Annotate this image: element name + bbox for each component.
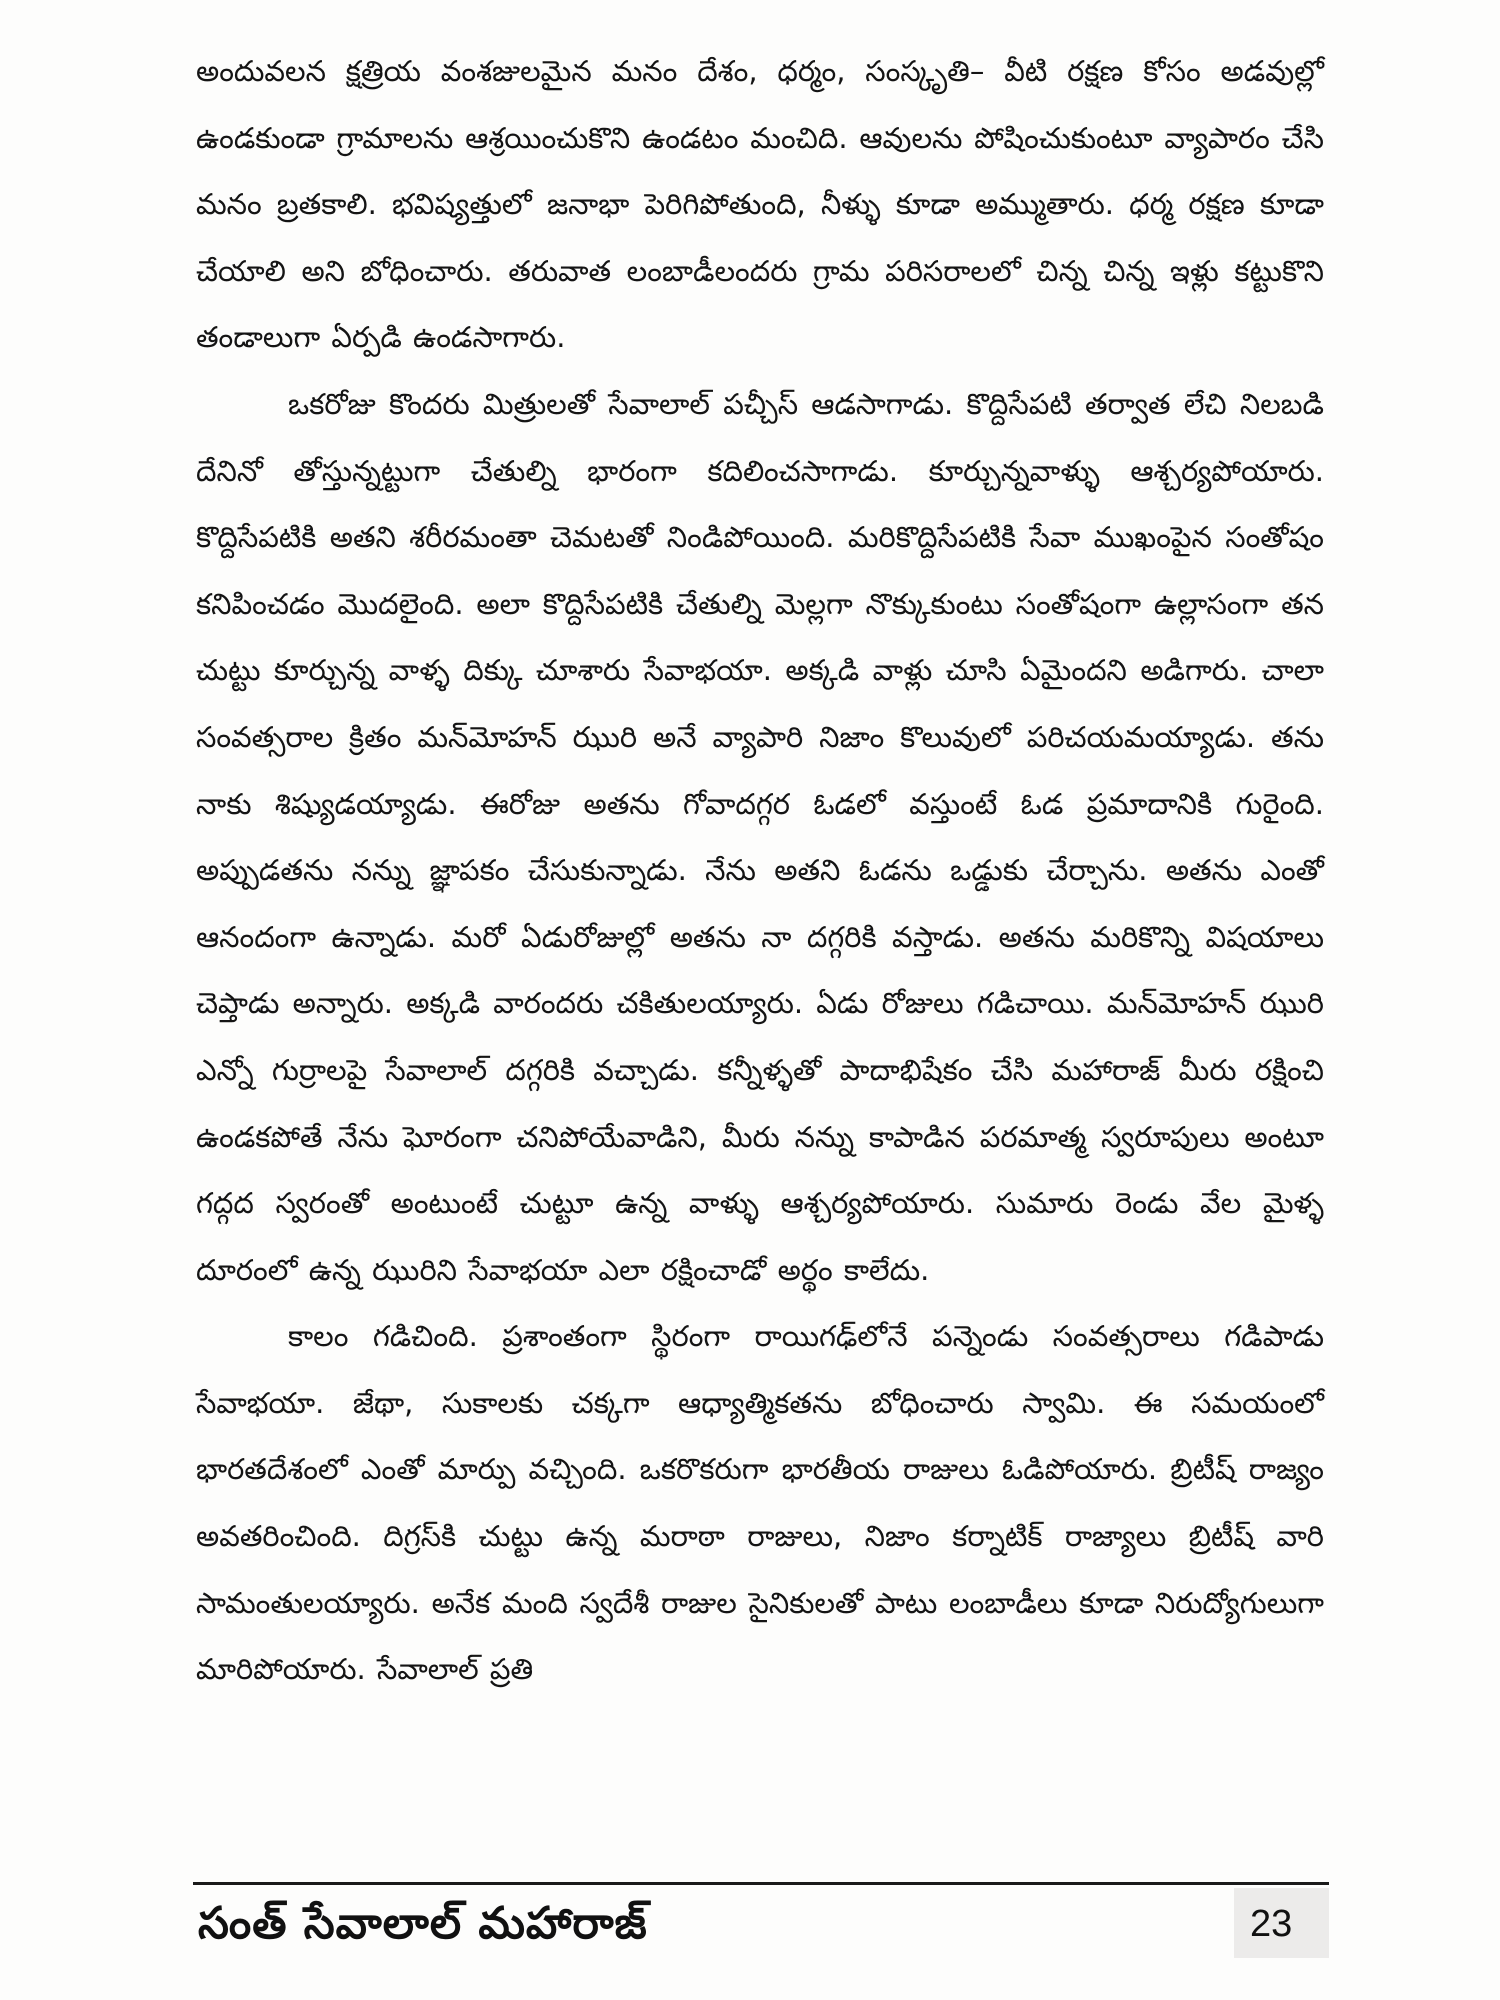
paragraph-2: ఒకరోజు కొందరు మిత్రులతో సేవాలాల్ పచ్చీస్ ఆడసాగాడు. కొద్దిసేపటి తర్వాత లేచి నిలబడి దేనినో తోస్తున్నట్టుగా చేతుల్ని భారంగా కదిలించసాగాడు. కూర్చున్నవాళ్ళు ఆశ్చర్యపోయారు. కొద్దిసేపటికి అతని శరీరమంతా చెమటతో నిండిపోయింది. మరికొద్దిసేపటికి సేవా ముఖంపైన సంతోషం కనిపించడం మొదలైంది. అలా కొద్దిసేపటికి చేతుల్ని మెల్లగా నొక్కుకుంటు సంతోషంగా ఉల్లాసంగా తన చుట్టు కూర్చున్న వాళ్ళ దిక్కు చూశారు సేవాభయా. అక్కడి వాళ్లు చూసి ఏమైందని అడిగారు. చాలా సంవత్సరాల క్రితం మన్‌మోహన్ ఝురి అనే వ్యాపారి నిజాం కొలువులో పరిచయమయ్యాడు. తను నాకు శిష్యుడయ్యాడు. ఈరోజు అతను గోవాదగ్గర ఓడలో వస్తుంటే ఓడ ప్రమాదానికి గురైంది. అప్పుడతను నన్ను జ్ఞాపకం చేసుకున్నాడు. నేను అతని ఓడను ఒడ్డుకు చేర్చాను. అతను ఎంతో ఆనందంగా ఉన్నాడు. మరో ఏడురోజుల్లో అతను నా దగ్గరికి వస్తాడు. అతను మరికొన్ని విషయాలు చెప్తాడు అన్నారు. అక్కడి వారందరు చకితులయ్యారు. ఏడు రోజులు గడిచాయి. మన్‌మోహన్ ఝురి ఎన్నో గుర్రాలపై సేవాలాల్ దగ్గరికి వచ్చాడు. కన్నీళ్ళతో పాదాభిషేకం చేసి మహారాజ్ మీరు రక్షించి ఉండకపోతే నేను ఘోరంగా చనిపోయేవాడిని, మీరు నన్ను కాపాడిన పరమాత్మ స్వరూపులు అంటూ గద్గద స్వరంతో అంటుంటే చుట్టూ ఉన్న వాళ్ళు ఆశ్చర్యపోయారు. సుమారు రెండు వేల మైళ్ళ దూరంలో ఉన్న ఝురిని సేవాభయా ఎలా రక్షించాడో అర్థం కాలేదు.	[196, 386, 1324, 1287]
paragraph-1: అందువలన క్షత్రియ వంశజులమైన మనం దేశం, ధర్మం, సంస్కృతి– వీటి రక్షణ కోసం అడవుల్లో ఉండకుండా గ్రామాలను ఆశ్రయించుకొని ఉండటం మంచిది. ఆవులను పోషించుకుంటూ వ్యాపారం చేసి మనం బ్రతకాలి. భవిష్యత్తులో జనాభా పెరిగిపోతుంది, నీళ్ళు కూడా అమ్ముతారు. ధర్మ రక్షణ కూడా చేయాలి అని బోధించారు. తరువాత లంబాడీలందరు గ్రామ పరిసరాలలో చిన్న చిన్న ఇళ్లు కట్టుకొని తండాలుగా ఏర్పడి ఉండసాగారు.	[196, 54, 1324, 355]
paragraph-3: కాలం గడిచింది. ప్రశాంతంగా స్థిరంగా రాయిగఢ్‌లోనే పన్నెండు సంవత్సరాలు గడిపాడు సేవాభయా. జేథా, సుకాలకు చక్కగా ఆధ్యాత్మికతను బోధించారు స్వామి. ఈ సమయంలో భారతదేశంలో ఎంతో మార్పు వచ్చింది. ఒకరొకరుగా భారతీయ రాజులు ఓడిపోయారు. బ్రిటీష్ రాజ్యం అవతరించింది. దిగ్రస్‌కి చుట్టు ఉన్న మరాఠా రాజులు, నిజాం కర్నాటిక్ రాజ్యాలు బ్రిటీష్ వారి సామంతులయ్యారు. అనేక మంది స్వదేశీ రాజుల సైనికులతో పాటు లంబాడీలు కూడా నిరుద్యోగులుగా మారిపోయారు. సేవాలాల్ ప్రతి	[196, 1319, 1324, 1687]
running-footer-book-title: సంత్ సేవాలాల్ మహారాజ్	[198, 1898, 648, 1949]
footer-divider	[193, 1882, 1329, 1885]
body-text	[196, 38, 1324, 1703]
page-number: 23	[1250, 1903, 1293, 1945]
